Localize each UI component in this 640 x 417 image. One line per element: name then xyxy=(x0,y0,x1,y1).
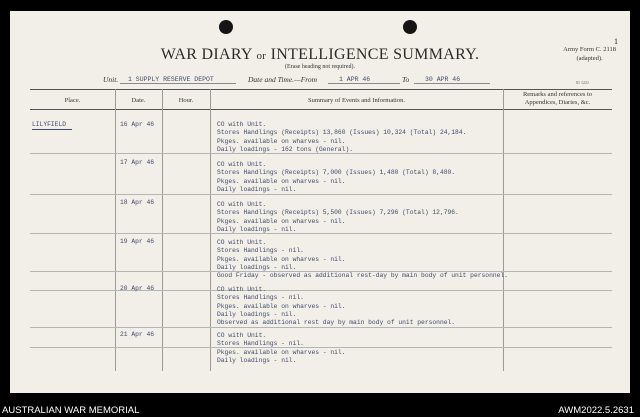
entry-summary xyxy=(217,161,455,194)
summary-line: Pkges. available on wharves - nil. xyxy=(217,348,346,356)
summary-line: CO with Unit. xyxy=(217,201,267,208)
column-header-date: Date. xyxy=(131,97,146,104)
remarks-header-line2: Appendices, Diaries, &c. xyxy=(524,99,591,106)
entry-date: 17 Apr 46 xyxy=(120,159,155,166)
summary-line: Daily loadings - nil. xyxy=(217,185,297,193)
summary-line: Stores Handlings (Receipts) 13,860 (Issues) 10,324 (Total) 24,184. xyxy=(217,129,467,137)
to-underline xyxy=(414,83,490,84)
unit-label: Unit. xyxy=(103,75,119,84)
summary-line: CO with Unit. xyxy=(217,239,267,246)
form-ref-line2: (adapted). xyxy=(576,55,603,62)
unit-value: 1 SUPPLY RESERVE DEPOT xyxy=(128,76,214,83)
diary-page xyxy=(10,11,630,393)
column-header-place: Place. xyxy=(64,97,81,104)
summary-line: Daily loadings - nil. xyxy=(217,310,297,318)
punch-hole-left xyxy=(219,20,233,34)
summary-line: Pkges. available on wharves - nil. xyxy=(217,137,346,145)
entry-date: 21 Apr 46 xyxy=(120,331,155,338)
title-sub: INTELLIGENCE SUMMARY. xyxy=(270,46,480,63)
to-value: 30 APR 46 xyxy=(425,76,461,83)
summary-line: CO with Unit. xyxy=(217,286,267,293)
from-value: 1 APR 46 xyxy=(339,76,371,83)
page-title xyxy=(10,46,630,64)
summary-line: CO with Unit. xyxy=(217,161,267,168)
summary-line: Pkges. available on wharves - nil. xyxy=(217,177,346,185)
punch-hole-right xyxy=(403,20,417,34)
table-header-rule xyxy=(30,109,612,110)
to-label: To xyxy=(402,75,410,84)
page-subtitle: (Erase heading not required). xyxy=(285,64,355,70)
small-code: 81 1221 xyxy=(576,80,589,85)
entry-summary xyxy=(217,239,508,280)
entry-date: 19 Apr 46 xyxy=(120,238,155,245)
summary-line: Daily loadings - nil. xyxy=(217,225,297,233)
from-underline xyxy=(328,83,400,84)
summary-line: Pkges. available on wharves - nil. xyxy=(217,302,346,310)
summary-line: Stores Handlings - nil. xyxy=(217,294,304,302)
entry-date: 20 Apr 46 xyxy=(120,285,155,292)
place-underline xyxy=(32,129,72,130)
entry-summary xyxy=(217,121,466,154)
column-divider xyxy=(210,89,211,371)
form-reference xyxy=(563,45,616,63)
summary-line: Daily loadings - nil. xyxy=(217,263,297,271)
summary-line: Daily loadings - nil. xyxy=(217,356,297,364)
form-ref-line1: Army Form C. 2118 xyxy=(563,46,616,53)
entry-summary xyxy=(217,201,459,234)
footer-institution: AUSTRALIAN WAR MEMORIAL xyxy=(2,405,140,416)
summary-line: Stores Handlings - nil. xyxy=(217,247,304,255)
remarks-header-line1: Remarks and references to xyxy=(522,91,593,98)
column-header-hour: Hour. xyxy=(178,97,194,104)
column-header-summary: Summary of Events and Information. xyxy=(308,97,405,104)
table-top-rule xyxy=(30,89,612,90)
entry-summary xyxy=(217,286,455,327)
column-header-remarks xyxy=(503,91,612,107)
summary-line: CO with Unit. xyxy=(217,332,267,339)
column-divider xyxy=(503,89,504,371)
summary-line: Daily loadings - 162 tons (General). xyxy=(217,145,354,153)
column-divider xyxy=(115,89,116,371)
summary-line: CO with Unit. xyxy=(217,121,267,128)
unit-underline xyxy=(120,83,236,84)
entry-date: 18 Apr 46 xyxy=(120,199,155,206)
datetime-label: Date and Time.—From xyxy=(248,75,318,84)
summary-line: Pkges. available on wharves - nil. xyxy=(217,217,346,225)
entry-summary xyxy=(217,332,345,365)
title-main: WAR DIARY xyxy=(160,46,253,63)
title-or: or xyxy=(256,50,267,62)
summary-line: Stores Handlings - nil. xyxy=(217,340,304,348)
footer-accession-number: AWM2022.5.2631 xyxy=(558,405,634,416)
summary-line: Stores Handlings (Receipts) 5,500 (Issues) 7,296 (Total) 12,796. xyxy=(217,209,459,217)
entry-place: LILYFIELD xyxy=(32,121,67,128)
column-divider xyxy=(162,89,163,371)
summary-line: Observed as additional rest day by main body of unit personnel. xyxy=(217,319,456,327)
summary-line: Good Friday - observed as additional rest-day by main body of unit personnel. xyxy=(217,272,508,280)
entry-date: 16 Apr 46 xyxy=(120,121,155,128)
summary-line: Stores Handlings (Receipts) 7,000 (Issues) 1,480 (Total) 8,480. xyxy=(217,169,456,177)
summary-line: Pkges. available on wharves - nil. xyxy=(217,255,346,263)
page-number: 1 xyxy=(614,37,618,46)
